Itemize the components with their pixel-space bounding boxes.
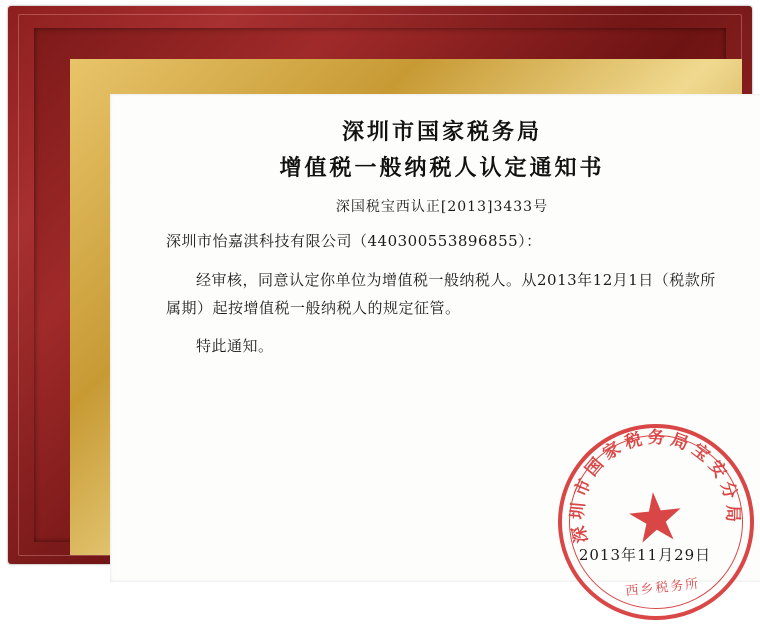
body-paragraph: 经审核，同意认定你单位为增值税一般纳税人。从2013年12月1日（税款所属期）起按增值税一般纳税人的规定征管。 — [166, 271, 716, 317]
document-number: 深国税宝西认正[2013]3433号 — [335, 199, 549, 215]
official-seal — [548, 414, 760, 629]
picture-frame-inner-wood — [34, 28, 743, 600]
closing-paragraph: 特此通知。 — [196, 337, 274, 355]
seal-bottom-label: 西乡税务所 — [624, 576, 702, 600]
seal-arc-label: 深圳市国家税务局宝安分局 — [567, 427, 743, 545]
page-title-line-2: 增值税一般纳税人认定通知书 — [279, 155, 605, 181]
picture-frame-outer — [8, 6, 752, 600]
certificate-document — [110, 94, 760, 600]
certificate-paper — [110, 94, 760, 600]
page-title-line-1: 深圳市国家税务局 — [341, 119, 542, 145]
certificate-title-block — [110, 114, 760, 186]
addressee-line: 深圳市怡嘉淇科技有限公司（440300553896855）： — [166, 232, 542, 250]
frame-gold-liner — [70, 59, 743, 600]
issue-date: 2013年11月29日 — [578, 546, 712, 564]
